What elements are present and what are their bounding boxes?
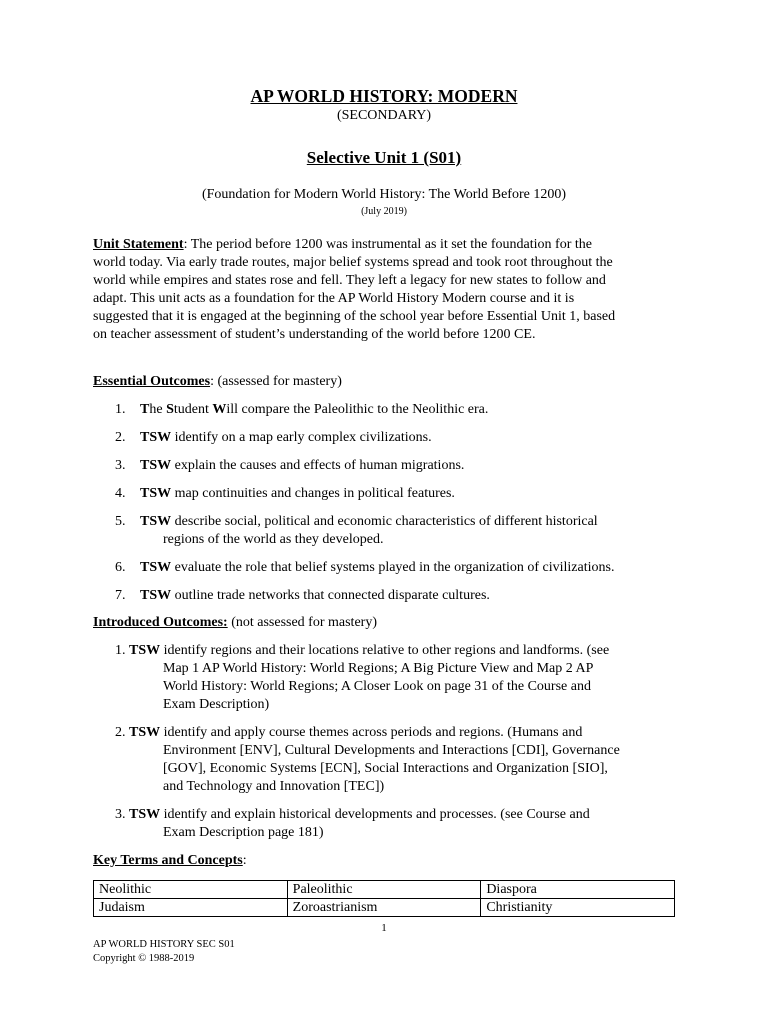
unit-statement-line: world today. Via early trade routes, major belief systems spread and took root throughout the bbox=[93, 255, 613, 270]
essential-outcomes-heading bbox=[93, 373, 678, 391]
item-text-continuation: and Technology and Innovation [TEC]) bbox=[163, 779, 385, 794]
bold-initial: T bbox=[140, 402, 150, 417]
introduced-outcomes-heading bbox=[93, 614, 678, 632]
unit-statement-line: suggested that it is engaged at the beginning of the school year before Essential Unit 1, based bbox=[93, 309, 616, 324]
item-text: identify and apply course themes across periods and regions. (Humans and bbox=[160, 725, 583, 740]
item-text-continuation: Map 1 AP World History: World Regions; A Big Picture View and Map 2 AP bbox=[163, 661, 594, 676]
page-number: 1 bbox=[381, 922, 387, 934]
tsw-label: TSW bbox=[129, 725, 161, 740]
item-text: ill compare the Paleolithic to the Neolithic era. bbox=[226, 402, 489, 417]
item-text: identify regions and their locations relative to other regions and landforms. (see bbox=[160, 643, 610, 658]
tsw-label: TSW bbox=[129, 643, 161, 658]
list-number: 4. bbox=[115, 486, 126, 501]
item-text: map continuities and changes in political features. bbox=[171, 486, 455, 501]
item-text-continuation: Environment [ENV], Cultural Developments and Interactions [CDI], Governance bbox=[163, 743, 620, 758]
list-item bbox=[115, 806, 670, 842]
table-cell: Diaspora bbox=[481, 881, 675, 899]
list-number: 6. bbox=[115, 560, 126, 575]
list-item bbox=[115, 724, 670, 796]
item-text: identify and explain historical developments and processes. (see Course and bbox=[160, 807, 590, 822]
list-number: 2. bbox=[115, 430, 126, 445]
key-terms-heading bbox=[93, 852, 678, 870]
tsw-label: TSW bbox=[140, 560, 172, 575]
list-item bbox=[115, 429, 675, 447]
tsw-label: TSW bbox=[140, 588, 172, 603]
list-number: 5. bbox=[115, 514, 126, 529]
item-text: describe social, political and economic characteristics of different historical bbox=[171, 514, 598, 529]
tsw-label: TSW bbox=[129, 807, 161, 822]
bold-initial: S bbox=[166, 402, 174, 417]
table-cell: Christianity bbox=[481, 899, 675, 917]
item-text-continuation: Exam Description page 181) bbox=[163, 825, 324, 840]
item-text-continuation: regions of the world as they developed. bbox=[163, 532, 384, 547]
list-number: 3. bbox=[115, 807, 126, 822]
unit-statement-line: on teacher assessment of student’s understanding of the world before 1200 CE. bbox=[93, 327, 536, 342]
list-number: 1. bbox=[115, 402, 126, 417]
unit-statement bbox=[93, 236, 678, 344]
list-item bbox=[115, 587, 675, 605]
document-title: AP WORLD HISTORY: MODERN bbox=[250, 86, 518, 106]
list-item bbox=[115, 513, 675, 549]
unit-statement-label: Unit Statement bbox=[93, 237, 184, 252]
item-text: tudent bbox=[173, 402, 213, 417]
item-text: explain the causes and effects of human migrations. bbox=[171, 458, 465, 473]
item-text: identify on a map early complex civilizations. bbox=[171, 430, 432, 445]
unit-statement-line: world while empires and states rose and fell. They left a legacy for new states to follow and bbox=[93, 273, 606, 288]
list-item bbox=[115, 457, 675, 475]
item-text-continuation: World History: World Regions; A Closer Look on page 31 of the Course and bbox=[163, 679, 591, 694]
table-row bbox=[94, 899, 675, 917]
document-date: (July 2019) bbox=[361, 206, 407, 217]
item-text: he bbox=[149, 402, 167, 417]
tsw-label: TSW bbox=[140, 486, 172, 501]
key-terms-colon: : bbox=[242, 853, 247, 868]
table-cell: Paleolithic bbox=[287, 881, 481, 899]
table-row bbox=[94, 881, 675, 899]
list-number: 1. bbox=[115, 643, 126, 658]
table-cell: Neolithic bbox=[94, 881, 288, 899]
item-text-continuation: Exam Description) bbox=[163, 697, 270, 712]
unit-title: Selective Unit 1 (S01) bbox=[306, 148, 462, 167]
key-terms-label: Key Terms and Concepts bbox=[93, 853, 243, 868]
list-number: 2. bbox=[115, 725, 126, 740]
list-item bbox=[115, 485, 675, 503]
unit-foundation: (Foundation for Modern World History: The World Before 1200) bbox=[201, 187, 567, 202]
item-text-continuation: [GOV], Economic Systems [ECN], Social Interactions and Organization [SIO], bbox=[163, 761, 608, 776]
tsw-label: TSW bbox=[140, 514, 172, 529]
tsw-label: TSW bbox=[140, 458, 172, 473]
item-text: outline trade networks that connected disparate cultures. bbox=[171, 588, 490, 603]
document-subtitle: (SECONDARY) bbox=[336, 108, 432, 123]
table-cell: Zoroastrianism bbox=[287, 899, 481, 917]
essential-outcomes-note: : (assessed for mastery) bbox=[210, 374, 342, 389]
footer-copyright: Copyright © 1988-2019 bbox=[93, 953, 195, 964]
bold-initial: W bbox=[212, 402, 227, 417]
unit-statement-line: : The period before 1200 was instrumental as it set the foundation for the bbox=[183, 237, 592, 252]
list-item bbox=[115, 559, 675, 577]
list-item bbox=[115, 401, 675, 419]
footer-line: AP WORLD HISTORY SEC S01 bbox=[93, 939, 235, 950]
list-number: 7. bbox=[115, 588, 126, 603]
list-item bbox=[115, 642, 670, 714]
key-terms-table bbox=[93, 880, 675, 917]
list-number: 3. bbox=[115, 458, 126, 473]
introduced-outcomes-label: Introduced Outcomes: bbox=[93, 615, 228, 630]
item-text: evaluate the role that belief systems played in the organization of civilizations. bbox=[171, 560, 615, 575]
introduced-outcomes-note: (not assessed for mastery) bbox=[227, 615, 377, 630]
table-cell: Judaism bbox=[94, 899, 288, 917]
tsw-label: TSW bbox=[140, 430, 172, 445]
essential-outcomes-label: Essential Outcomes bbox=[93, 374, 211, 389]
unit-statement-line: adapt. This unit acts as a foundation for the AP World History Modern course and it is bbox=[93, 291, 575, 306]
